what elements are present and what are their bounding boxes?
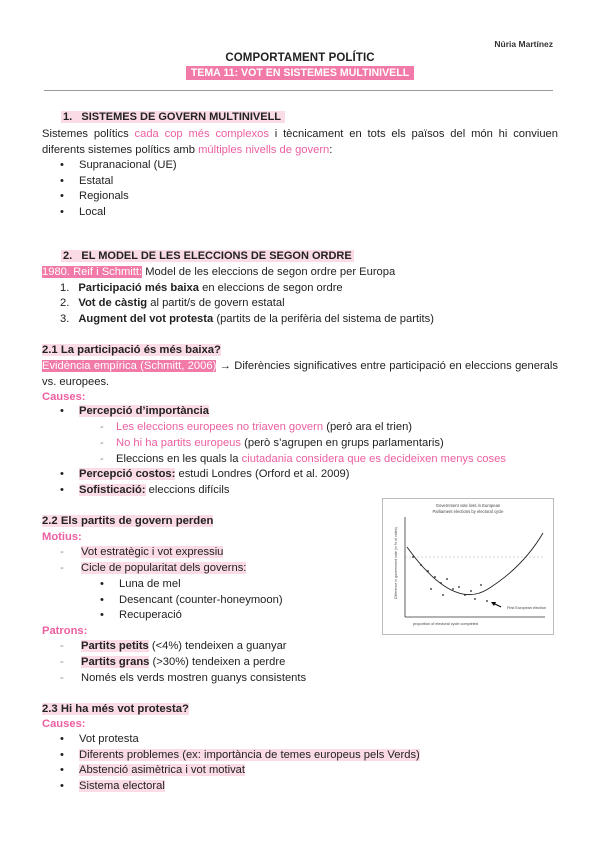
- y-axis-label: Difference in government vote (in % of votes): [394, 527, 398, 599]
- figure-annotation: First European election: [507, 606, 547, 610]
- point: [452, 588, 454, 590]
- section-2-intro: 1980. Reif i Schmitt: Model de les eleccions de segon ordre per Europa: [42, 266, 396, 278]
- list-item: • Sofisticació: eleccions difícils: [60, 484, 230, 496]
- point: [458, 586, 460, 588]
- list-item: • Estatal: [60, 175, 114, 187]
- scatter-points: [412, 556, 488, 602]
- point: [442, 594, 444, 596]
- sub-list-item: • Luna de mel: [100, 578, 181, 590]
- trend-curve: [407, 533, 543, 595]
- list-item: 1. Participació més baixa en eleccions de segon ordre: [60, 282, 343, 294]
- figure-title-1: Government vote loss in European: [435, 503, 501, 508]
- section-2-heading: 2. EL MODEL DE LES ELECCIONS DE SEGON ORDRE: [63, 250, 352, 262]
- list-item: - Vot estratègic i vot expressiu: [60, 546, 224, 558]
- point: [486, 600, 488, 602]
- section-1-paragraph: Sistemes polítics cada cop més complexos i tècnicament en tots els països del món hi conviuen diferents sistemes polítics amb múltiples nivells de govern:: [42, 128, 559, 156]
- list-item: 3. Augment del vot protesta (partits de la perifèria del sistema de partits): [60, 313, 434, 325]
- list-item: • Abstenció asimètrica i vot motivat: [60, 764, 246, 776]
- list-item: - Cicle de popularitat dels governs:: [60, 562, 247, 574]
- list-item: • Percepció costos: estudi Londres (Orford et al. 2009): [60, 468, 350, 480]
- list-item: - Partits petits (<4%) tendeixen a guanyar: [60, 640, 287, 652]
- list-item: • Diferents problemes (ex: importància de temes europeus pels Verds): [60, 749, 420, 761]
- vote-cycle-chart: [383, 499, 553, 634]
- sub-list-item: - Eleccions en les quals la ciutadania considera que es decideixen menys coses: [100, 453, 506, 465]
- point: [470, 590, 472, 592]
- point: [412, 556, 414, 558]
- point: [434, 576, 436, 578]
- point: [474, 598, 476, 600]
- point: [446, 578, 448, 580]
- sub-list-item: - No hi ha partits europeus (però s’agrupen en grups parlamentaris): [100, 437, 444, 449]
- point: [480, 584, 482, 586]
- list-item: - Partits grans (>30%) tendeixen a perdre: [60, 656, 286, 668]
- subtitle-highlight: TEMA 11: VOT EN SISTEMES MULTINIVELL: [186, 66, 414, 80]
- author-name: Núria Martínez: [494, 39, 553, 49]
- list-item: • Local: [60, 206, 106, 218]
- document-title: COMPORTAMENT POLÍTIC: [225, 52, 375, 64]
- list-item: • Regionals: [60, 190, 129, 202]
- sub-list-item: • Desencant (counter-honeymoon): [100, 594, 283, 606]
- causes-label-2: Causes:: [42, 718, 86, 730]
- sub-list-item: • Recuperació: [100, 609, 182, 621]
- motius-label: Motius:: [42, 531, 82, 543]
- point: [420, 564, 422, 566]
- vote-cycle-figure: [382, 498, 554, 635]
- figure-title-2: Parliament elections by electoral cycle: [432, 509, 504, 514]
- section-2-3-heading: 2.3 Hi ha més vot protesta?: [42, 703, 189, 715]
- point: [464, 594, 466, 596]
- header-divider: [44, 90, 553, 91]
- list-item: • Sistema electoral: [60, 780, 165, 792]
- section-2-1-heading: 2.1 La participació és més baixa?: [42, 344, 221, 356]
- document-subtitle: [0, 67, 600, 79]
- list-item: • Percepció d’importància: [60, 405, 209, 417]
- section-2-1-evidence: Evidència empírica (Schmitt, 2006) → Diferències significatives entre participació en eleccions generals vs. europees.: [42, 360, 558, 388]
- section-1-title: SISTEMES DE GOVERN MULTINIVELL: [81, 111, 282, 123]
- causes-label: Causes:: [42, 391, 86, 403]
- list-item: - Només els verds mostren guanys consistents: [60, 672, 307, 684]
- sub-list-item: - Les eleccions europees no triaven govern (però ara el trien): [100, 421, 413, 433]
- list-item: 2. Vot de càstig al partit/s de govern estatal: [60, 297, 285, 309]
- point: [430, 588, 432, 590]
- section-2-2-heading: 2.2 Els partits de govern perden: [42, 515, 214, 527]
- point: [440, 582, 442, 584]
- patrons-label: Patrons:: [42, 625, 88, 637]
- point: [427, 570, 429, 572]
- section-1-heading: [61, 111, 285, 123]
- section-1-number: 1.: [63, 111, 73, 123]
- list-item: • Supranacional (UE): [60, 159, 177, 171]
- list-item: • Vot protesta: [60, 733, 139, 745]
- x-axis-label: proportion of electoral cycle completed: [413, 622, 479, 626]
